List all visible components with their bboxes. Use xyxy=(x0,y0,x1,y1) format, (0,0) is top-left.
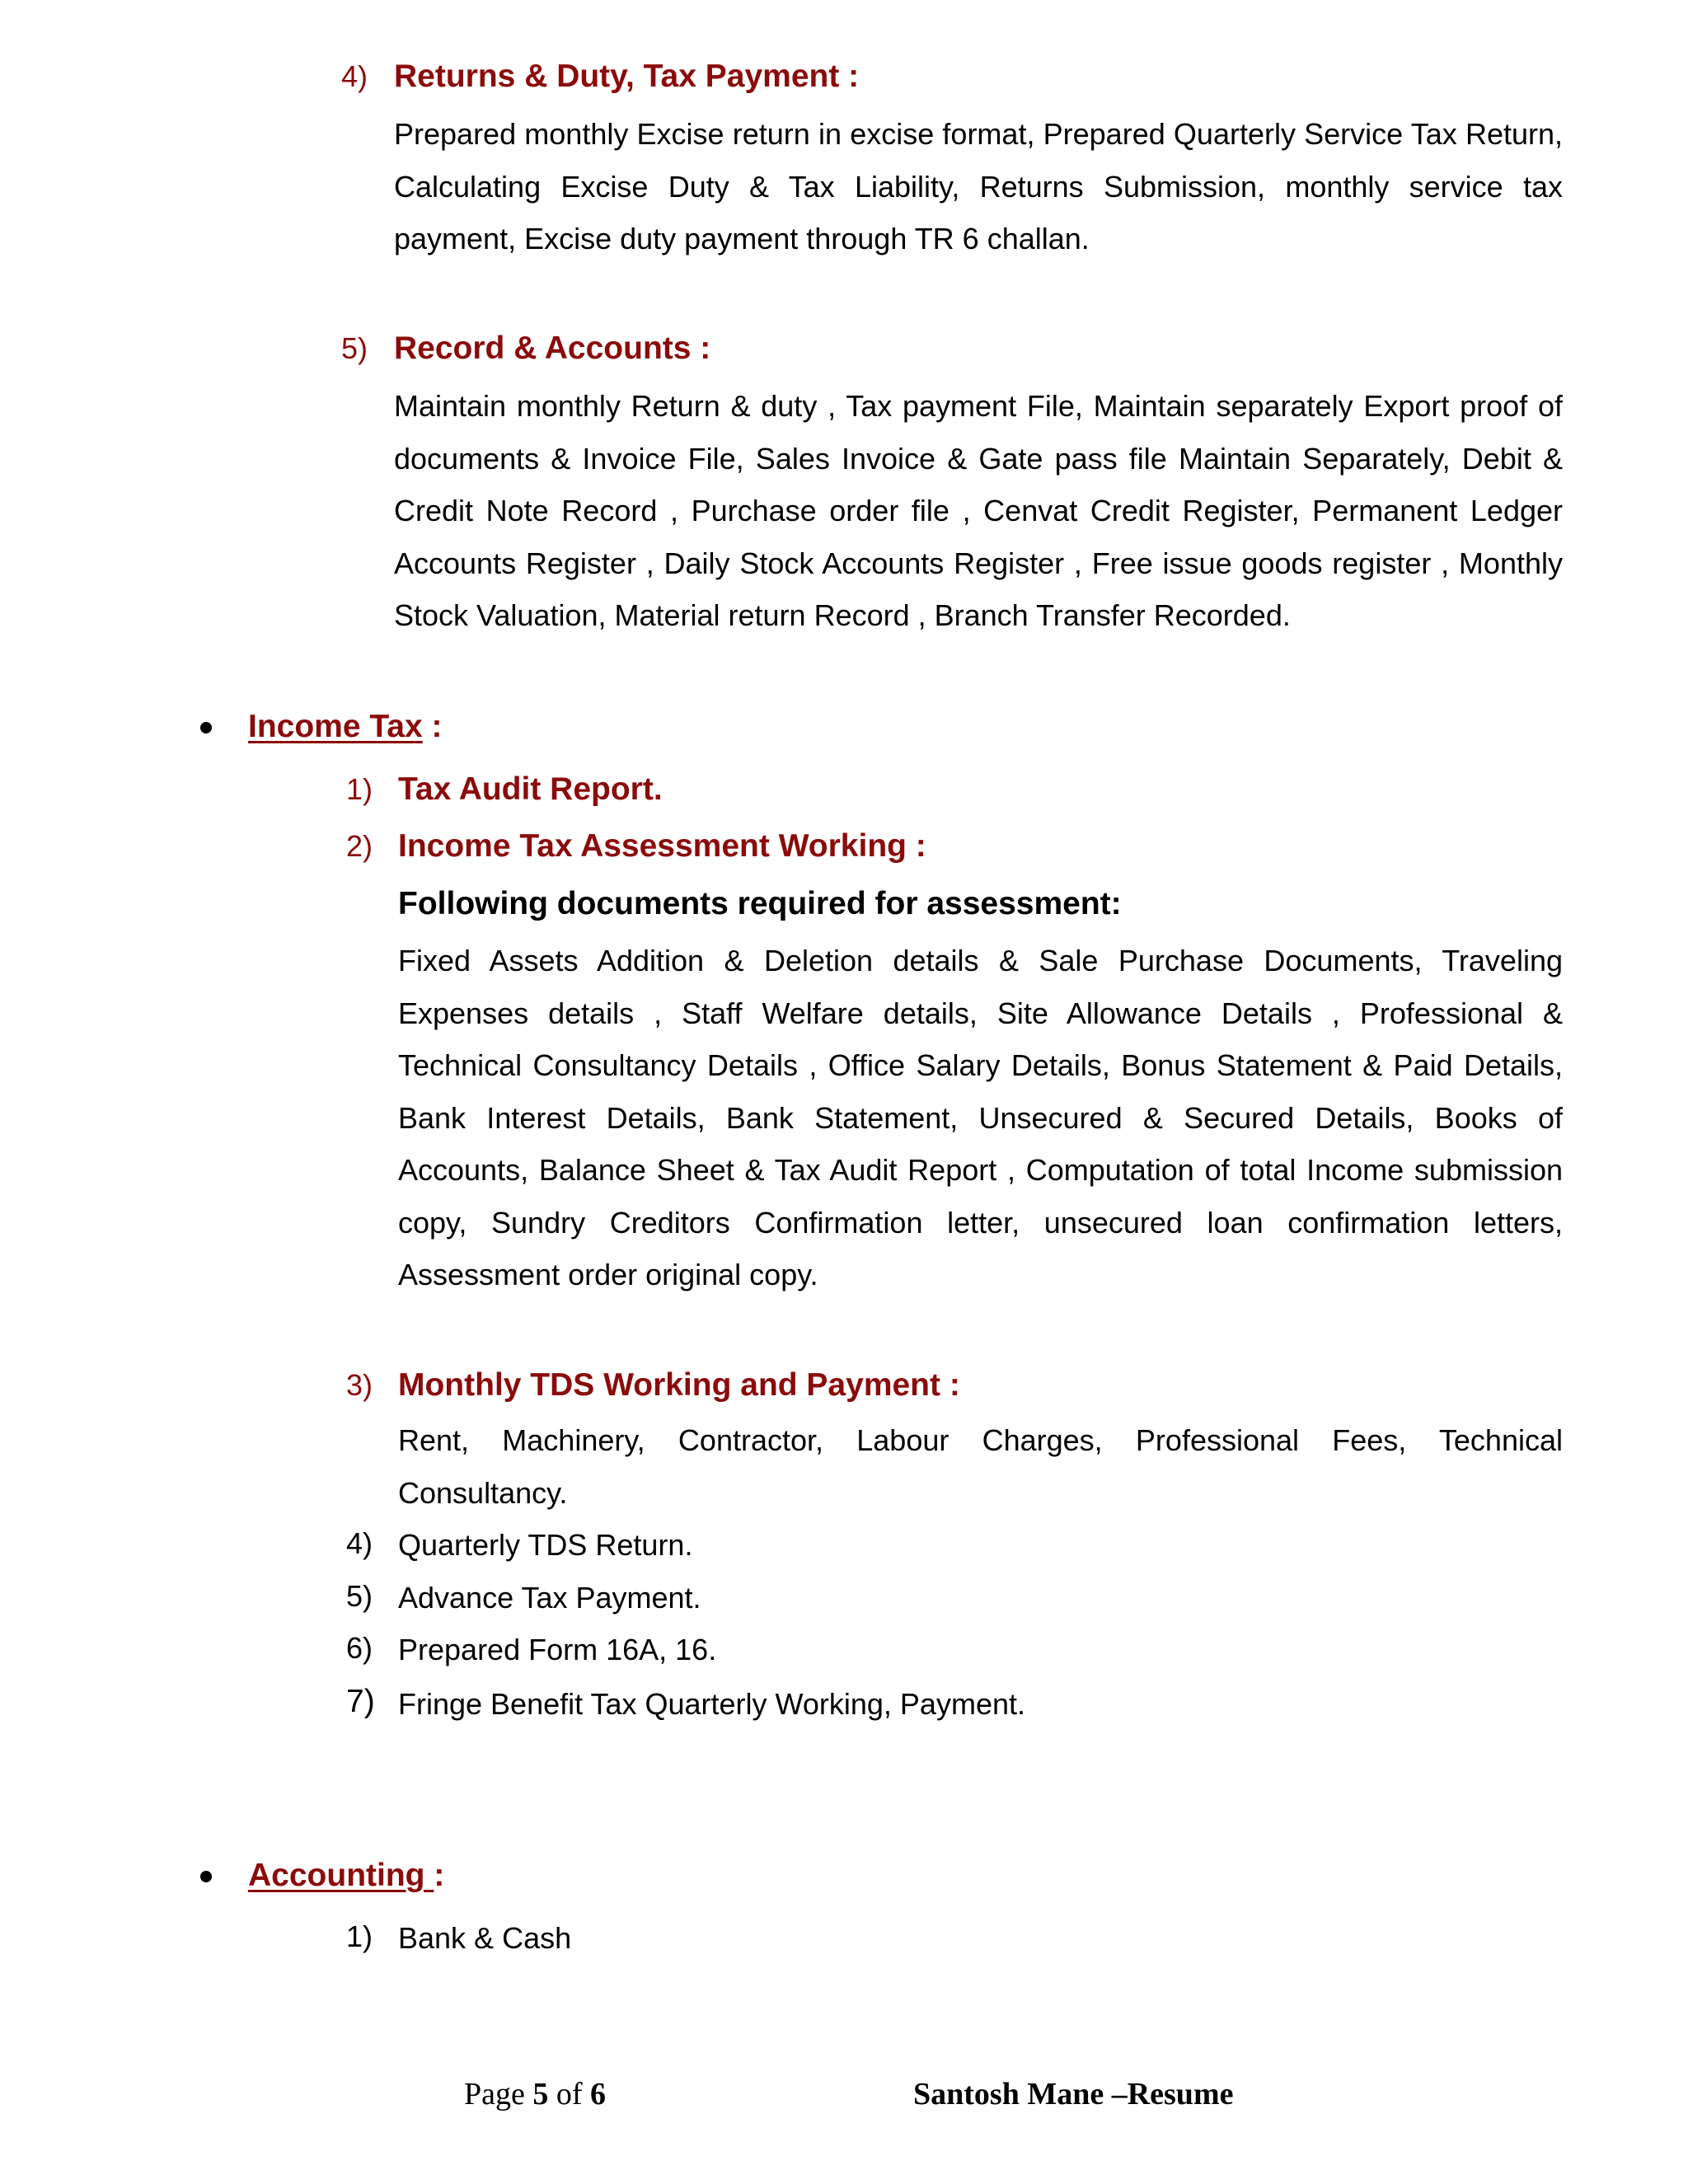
excise-item4-title: Returns & Duty, Tax Payment : xyxy=(394,59,860,94)
accounting-item1-text: Bank & Cash xyxy=(398,1921,572,1955)
excise-item5-number: 5) xyxy=(341,331,368,365)
assessment-subheading: Following documents required for assessment: xyxy=(398,886,1122,921)
bullet-icon xyxy=(200,1871,212,1882)
income-tax-item2-title: Income Tax Assessment Working : xyxy=(398,828,926,864)
income-tax-item5-text: Advance Tax Payment. xyxy=(398,1581,701,1615)
income-tax-item3-title: Monthly TDS Working and Payment : xyxy=(398,1367,960,1403)
page-of: of xyxy=(548,2077,591,2111)
income-tax-item6-number: 6) xyxy=(346,1631,373,1665)
income-tax-item3-number: 3) xyxy=(346,1368,373,1402)
income-tax-item7-text: Fringe Benefit Tax Quarterly Working, Payment. xyxy=(398,1687,1025,1721)
page-current: 5 xyxy=(532,2077,549,2111)
footer-resume-title: Santosh Mane –Resume xyxy=(913,2077,1234,2111)
page-total: 6 xyxy=(590,2077,607,2111)
income-tax-item1-title: Tax Audit Report. xyxy=(398,771,663,807)
bullet-icon xyxy=(200,722,212,733)
accounting-colon: : xyxy=(434,1858,445,1893)
page-prefix: Page xyxy=(464,2077,533,2111)
accounting-title: Accounting xyxy=(248,1858,434,1893)
excise-item4-number: 4) xyxy=(341,59,368,93)
income-tax-item7-number: 7) xyxy=(346,1684,375,1719)
income-tax-item5-number: 5) xyxy=(346,1579,373,1613)
tds-working-body: Rent, Machinery, Contractor, Labour Charges, Professional Fees, Technical Consultancy. xyxy=(398,1423,1563,1510)
accounting-item1-number: 1) xyxy=(346,1919,373,1953)
income-tax-title: Income Tax xyxy=(248,709,423,744)
income-tax-item4-number: 4) xyxy=(346,1526,373,1560)
section-title-accounting xyxy=(248,1858,444,1894)
page-number xyxy=(464,2076,606,2112)
excise-item4-body: Prepared monthly Excise return in excise format, Prepared Quarterly Service Tax Return, Calculating Excise Duty & Tax Liability, Returns Submission, monthly service tax payment, Excise duty payment through TR 6 challan. xyxy=(394,117,1563,255)
income-tax-item6-text: Prepared Form 16A, 16. xyxy=(398,1633,717,1666)
income-tax-colon: : xyxy=(422,709,443,744)
section-title-income-tax xyxy=(248,709,443,745)
excise-item5-body: Maintain monthly Return & duty , Tax payment File, Maintain separately Export proof of documents & Invoice File, Sales Invoice & Gate pass file Maintain Separately, Debit & Credit Note Record , Purchase order file , Cenvat Credit Register, Permanent Ledger Accounts Register , Daily Stock Accounts Register , Free issue goods register , Monthly Stock Valuation, Material return Record , Branch Transfer Recorded. xyxy=(394,389,1563,632)
assessment-documents-body: Fixed Assets Addition & Deletion details & Sale Purchase Documents, Traveling Expenses details , Staff Welfare details, Site Allowance Details , Professional & Technical Consultancy Details , Office Salary Details, Bonus Statement & Paid Details, Bank Interest Details, Bank Statement, Unsecured & Secured Details, Books of Accounts, Balance Sheet & Tax Audit Report , Computation of total Income submission copy, Sundry Creditors Confirmation letter, unsecured loan confirmation letters, Assessment order original copy. xyxy=(398,944,1563,1291)
income-tax-item1-number: 1) xyxy=(346,772,373,806)
income-tax-item2-number: 2) xyxy=(346,829,373,863)
excise-item5-title: Record & Accounts : xyxy=(394,330,711,366)
income-tax-item4-text: Quarterly TDS Return. xyxy=(398,1528,693,1562)
